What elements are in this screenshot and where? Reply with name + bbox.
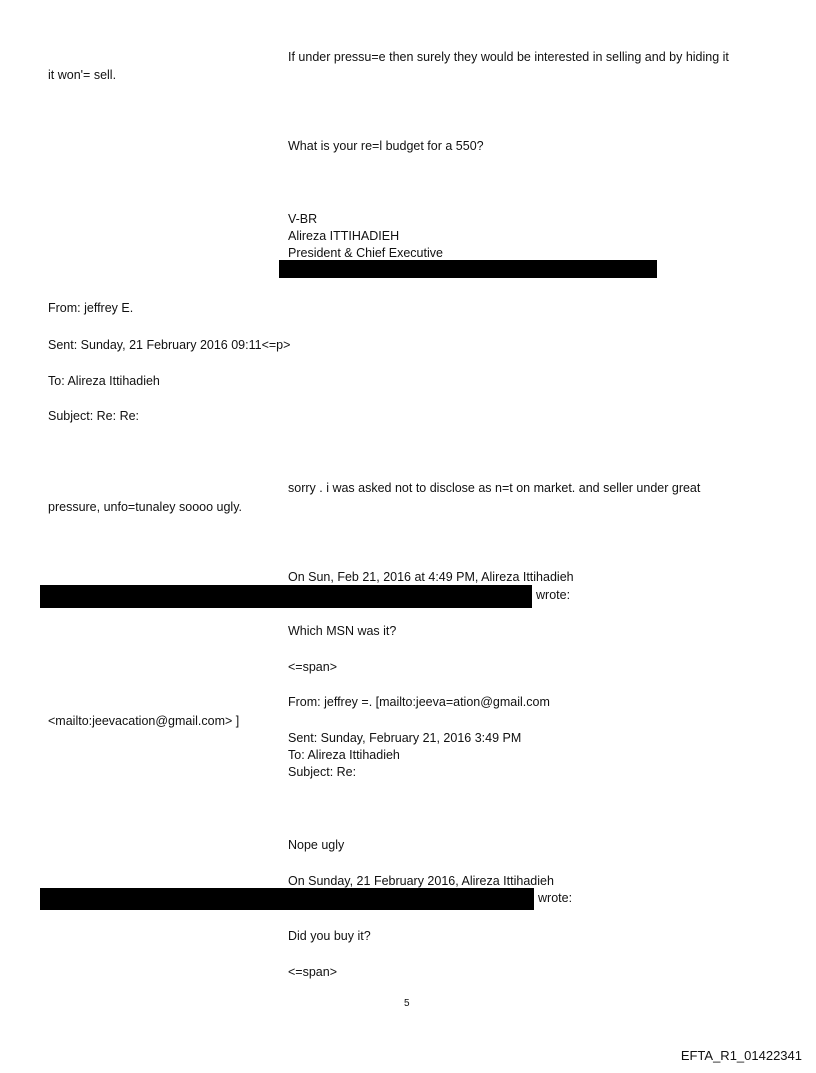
email-header-from: From: jeffrey E. — [48, 301, 134, 315]
body-text-line: Which MSN was it? — [288, 624, 397, 638]
redaction-bar — [40, 888, 534, 910]
quoted-header-line: wrote: — [538, 891, 573, 905]
quoted-subject-line: Subject: Re: — [288, 765, 357, 779]
email-header-sent: Sent: Sunday, 21 February 2016 09:11<=p> — [48, 338, 291, 352]
signature-line: V-BR — [288, 212, 318, 226]
quoted-header-line: wrote: — [536, 588, 571, 602]
body-text-line: What is your re=l budget for a 550? — [288, 139, 484, 153]
quoted-header-line: On Sunday, 21 February 2016, Alireza Ittihadieh — [288, 874, 554, 888]
email-header-to: To: Alireza Ittihadieh — [48, 374, 160, 388]
quoted-from-line: From: jeffrey =. [mailto:jeeva=ation@gmail.com — [288, 695, 550, 709]
body-text-line: <=span> — [288, 660, 338, 674]
signature-name: Alireza ITTIHADIEH — [288, 229, 400, 243]
body-text-line: <=span> — [288, 965, 338, 979]
redaction-bar — [279, 260, 657, 278]
document-id: EFTA_R1_01422341 — [680, 1048, 802, 1063]
body-text-line: it won'= sell. — [48, 68, 117, 82]
quoted-sent-line: Sent: Sunday, February 21, 2016 3:49 PM — [288, 731, 522, 745]
body-text-line: Nope ugly — [288, 838, 345, 852]
signature-title: President & Chief Executive — [288, 246, 443, 260]
body-text-line: Did you buy it? — [288, 929, 371, 943]
quoted-to-line: To: Alireza Ittihadieh — [288, 748, 400, 762]
body-text-line: pressure, unfo=tunaley soooo ugly. — [48, 500, 242, 514]
quoted-header-line: On Sun, Feb 21, 2016 at 4:49 PM, Alireza Ittihadieh — [288, 570, 574, 584]
page-number: 5 — [404, 998, 410, 1009]
email-header-subject: Subject: Re: Re: — [48, 409, 140, 423]
body-text-line: sorry . i was asked not to disclose as n=t on market. and seller under great — [288, 481, 701, 495]
body-text-line: If under pressu=e then surely they would be interested in selling and by hiding it — [288, 50, 729, 64]
quoted-from-line: <mailto:jeevacation@gmail.com> ] — [48, 714, 240, 728]
redaction-bar — [40, 585, 532, 608]
